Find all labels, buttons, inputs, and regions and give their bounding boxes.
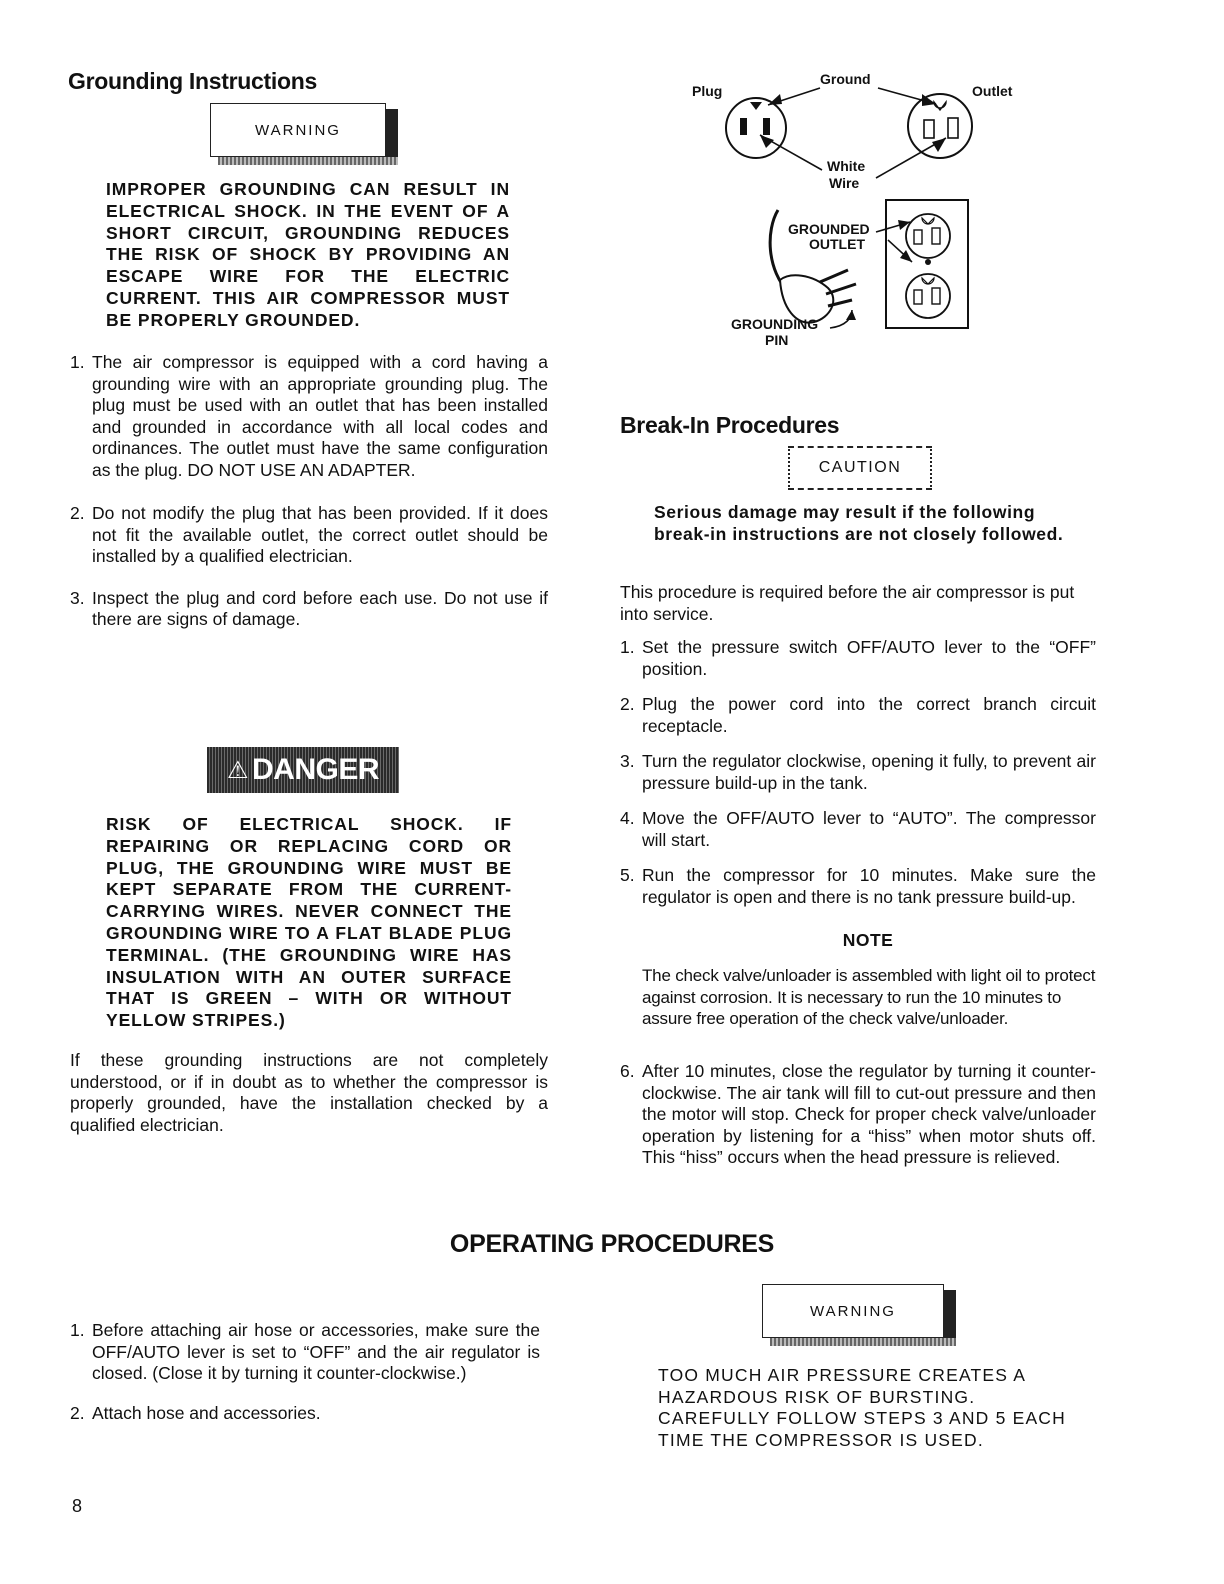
operating-title: OPERATING PROCEDURES xyxy=(449,1230,775,1258)
grounding-title: Grounding Instructions xyxy=(68,68,317,94)
diagram-label-wire: Wire xyxy=(829,175,860,191)
operating-warning-box xyxy=(762,1284,962,1348)
note-text: The check valve/unloader is assembled with light oil to protect against corrosion. It is necessary to run the 10 minutes to assure free operation of the check valve/unloader. xyxy=(642,966,1096,1028)
danger-box xyxy=(207,747,399,793)
diagram-label-plug: Plug xyxy=(692,83,723,99)
danger-label: DANGER xyxy=(252,753,380,786)
page-number: 8 xyxy=(72,1496,83,1516)
note-title: NOTE xyxy=(842,930,894,950)
diagram-label-ground: Ground xyxy=(820,71,871,87)
list-item: 4. Move the OFF/AUTO lever to “AUTO”. The compressor will start. xyxy=(620,808,1096,850)
operating-warning-label: WARNING xyxy=(810,1302,896,1320)
grounding-plug-diagram xyxy=(680,60,1040,360)
plug-face-icon xyxy=(726,98,786,158)
list-item: 3. Turn the regulator clockwise, opening it fully, to prevent air pressure build-up in the tank. xyxy=(620,751,1096,793)
diagram-label-pin: PIN xyxy=(765,332,789,348)
operating-warning-text: TOO MUCH AIR PRESSURE CREATES A HAZARDOUS RISK OF BURSTING. CAREFULLY FOLLOW STEPS 3 AND 5 EACH TIME THE COMPRESSOR IS USED. xyxy=(658,1365,1066,1450)
diagram-label-outlet: Outlet xyxy=(972,83,1013,99)
danger-text: RISK OF ELECTRICAL SHOCK. IF REPAIRING OR REPLACING CORD OR PLUG, THE GROUNDING WIRE MUST BE KEPT SEPARATE FROM THE CURRENT-CARRYING WIRES. NEVER CONNECT THE GROUNDING WIRE TO A FLAT BLADE PLUG TERMINAL. (THE GROUNDING WIRE HAS INSULATION WITH AN OUTER SURFACE THAT IS GREEN – WITH OR WITHOUT YELLOW STRIPES.) xyxy=(106,814,512,1031)
list-item: 1. The air compressor is equipped with a cord having a grounding wire with an appropriate grounding plug. The plug must be used with an outlet that has been installed and grounded in accordance with all local codes and ordinances. The outlet must have the same configuration as the plug. DO NOT USE AN ADAPTER. xyxy=(70,352,548,480)
operating-steps xyxy=(70,1320,540,1438)
diagram-label-grounded: GROUNDED xyxy=(788,221,870,237)
breakin-steps xyxy=(620,637,1096,908)
caution-label: CAUTION xyxy=(818,459,902,476)
diagram-label-grounding: GROUNDING xyxy=(731,316,819,332)
breakin-step-6 xyxy=(620,1061,1096,1183)
list-item: 1. Set the pressure switch OFF/AUTO lever to the “OFF” position. xyxy=(620,637,1096,679)
diagram-label-outlet-caps: OUTLET xyxy=(809,236,865,252)
grounding-warning-text: IMPROPER GROUNDING CAN RESULT IN ELECTRICAL SHOCK. IN THE EVENT OF A SHORT CIRCUIT, GROUNDING REDUCES THE RISK OF SHOCK BY PROVIDING AN ESCAPE WIRE FOR THE ELECTRIC CURRENT. THIS AIR COMPRESSOR MUST BE PROPERLY GROUNDED. xyxy=(106,179,510,330)
list-item: 1. Before attaching air hose or accessories, make sure the OFF/AUTO lever is set to “OFF” and the air regulator is closed. (Close it by turning it counter-clockwise.) xyxy=(70,1320,540,1383)
list-item: 2. Do not modify the plug that has been provided. If it does not fit the available outlet, the correct outlet should be installed by a qualified electrician. xyxy=(70,503,548,566)
caution-text: Serious damage may result if the following break-in instructions are not closely followed. xyxy=(654,502,1064,544)
breakin-title: Break-In Procedures xyxy=(620,412,840,438)
list-item: 2. Attach hose and accessories. xyxy=(70,1402,321,1423)
list-item: 5. Run the compressor for 10 minutes. Make sure the regulator is open and there is no tank pressure build-up. xyxy=(620,865,1096,907)
caution-box xyxy=(788,446,932,490)
breakin-intro: This procedure is required before the air compressor is put into service. xyxy=(620,582,1075,624)
list-item: 6. After 10 minutes, close the regulator by turning it counter-clockwise. The air tank will fill to cut-out pressure and then the motor will stop. Check for proper check valve/unloader operation by listening for a “hiss” when motor shuts off. This “hiss” occurs when the head pressure is relieved. xyxy=(620,1061,1096,1167)
warning-label: WARNING xyxy=(255,121,341,139)
list-item: 2. Plug the power cord into the correct branch circuit receptacle. xyxy=(620,694,1096,736)
warning-box xyxy=(210,103,400,167)
grounding-closing-text: If these grounding instructions are not completely understood, or if in doubt as to whether the compressor is properly grounded, have the installation checked by a qualified electrician. xyxy=(70,1050,548,1135)
wall-outlet-icon xyxy=(886,200,968,328)
diagram-label-white: White xyxy=(827,158,866,174)
grounding-steps xyxy=(70,352,548,645)
warning-triangle-icon: ⚠ xyxy=(226,756,248,784)
list-item: 3. Inspect the plug and cord before each use. Do not use if there are signs of damage. xyxy=(70,587,548,629)
